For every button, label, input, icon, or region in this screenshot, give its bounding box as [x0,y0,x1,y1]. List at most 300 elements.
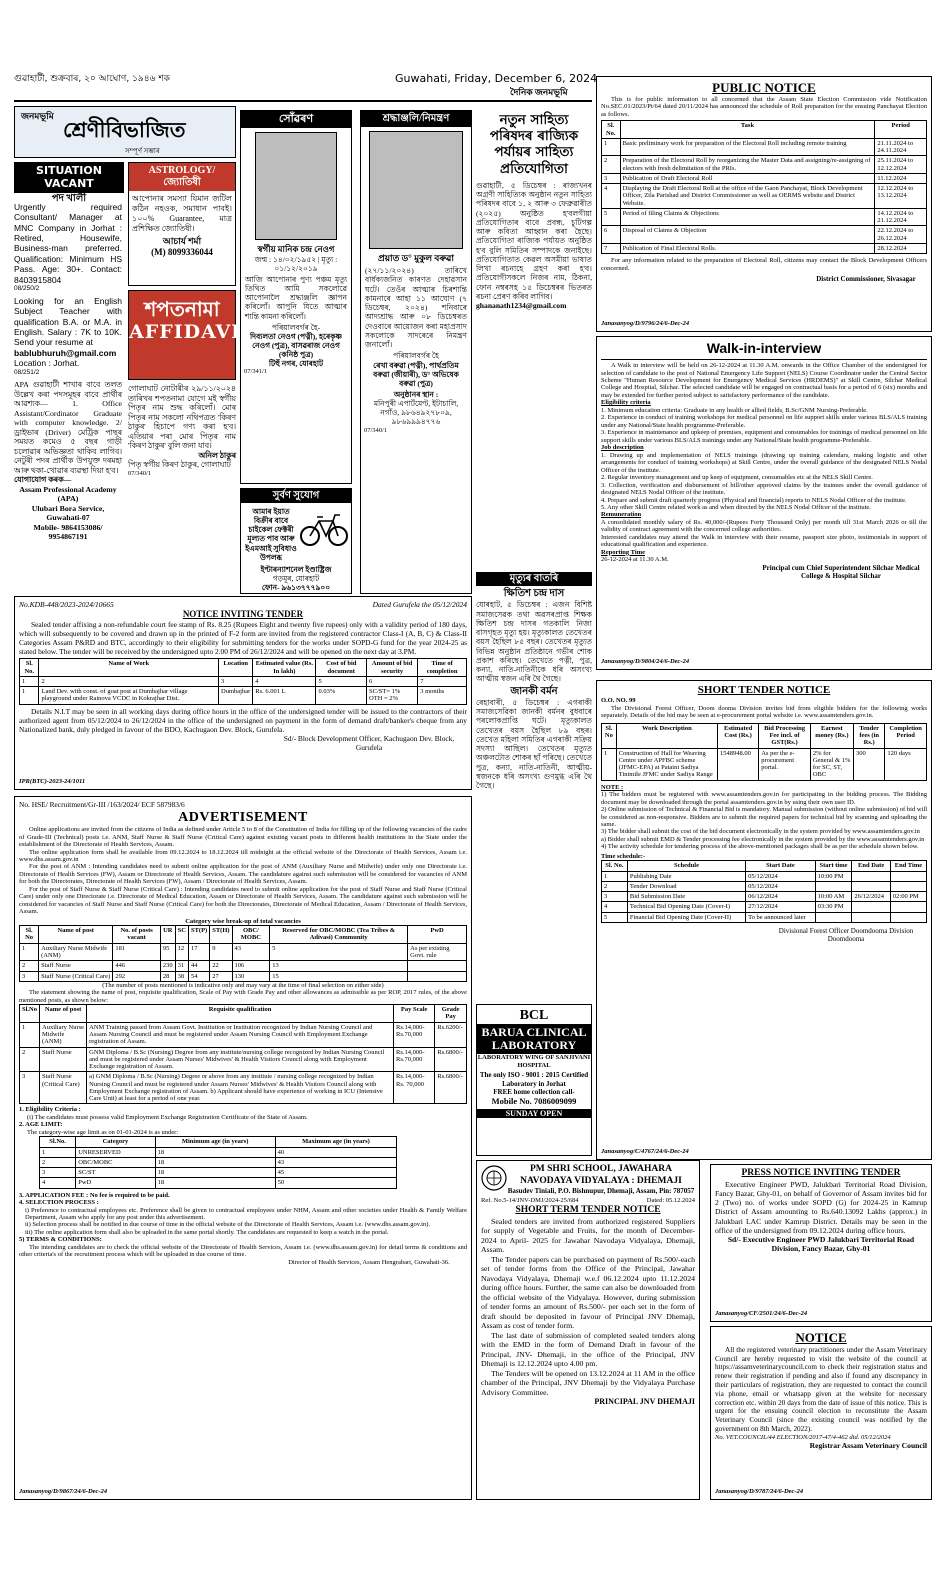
walkin-attend: Interested candidates may attend the Walk in interview with their resume, passport size photo, testimonials in support of educational qualification and experience. [601,533,927,549]
age-row [40,1178,397,1188]
schedule-cell: 02:00 PM [890,892,926,902]
public-notice-cell: 21.11.2024 to 24.11.2024 [875,138,927,156]
astrology-text: আপোনাৰ সমস্যা যিমান জটিল কঠিন নহওক, সমাধান পাবই। ১০০% Guarantee, মাত্ৰ প্ৰশিক্ষিত জ্যোতিষী। [132,194,232,233]
forest-cell: 1 [602,748,617,780]
age-cell: 3 [40,1168,76,1178]
tender-header-cell: Estimated value (Rs. In lakh) [253,659,316,677]
obituary-sowaran [240,110,352,484]
age-cell: UNRESERVED [76,1147,155,1157]
public-notice-row [602,156,927,174]
age-cell: PwD [76,1178,155,1188]
affidavit-en-title: AFFIDAVIT [129,321,257,344]
public-notice-cell: 2 [602,156,621,174]
walkin-job-list [601,452,927,512]
age-row [40,1168,397,1178]
schedule-cell: 1 [602,871,628,881]
vacancy-cell: Staff Nurse [39,961,113,971]
qualification-cell: 3 [20,1072,40,1104]
age-header-cell: Sl.No. [40,1137,76,1147]
forest-note-item: a) Bidder shall submit EMD & Tender processing fee electronically in the system provided by the www.assamtenders.gov.in [601,835,925,843]
tender-cell: 1 [20,687,39,705]
walkin-reporting-time: 26-12-2024 at 11.30 A.M. [601,556,669,564]
public-notice-cell: Publication of Final Electoral Rolls. [620,243,875,253]
vacancy-note: (The number of posts mentioned is indicative only and may vary at the time of final selection on either side) [102,981,384,989]
death-news-name2: জানকী বৰ্মন [510,685,558,697]
schedule-cell [890,912,926,922]
affidavit-title: শপতনামা [144,297,220,321]
public-notice [596,76,932,332]
forest-cell: Construction of Hall for Weaving Centre under APFBC scheme (JFMC-EPA) at Pataini Sadiya Tinimile JFMC under Sadiya Range [616,748,717,780]
public-notice-cell: Period of filing Claims & Objections [620,208,875,226]
death-news-title: মৃত্যুৰ বাতৰি [476,572,592,586]
school-emblem-icon [481,1165,507,1191]
walkin-job-item: 4. Prepare and submit draft quarterly progress (Physical and financial) reports to NELS Nodal Officer of the institute. [601,496,907,504]
bicycle-icon [299,511,349,547]
walkin-code: Janasanyog/D/9804/24/6-Dec-24 [601,658,690,666]
affidavit-address: পিতৃ স্বৰ্গীয় কিৰণ ঠাকুৰ, গোলাঘাট [128,460,231,469]
advert-signature: Director of Health Services, Assam Hengrabari, Guwahati-36. [288,1258,450,1266]
schedule-cell: Tender Download [627,881,745,891]
classified-subtitle: সম্পূৰ্ণ সম্ভাৰ [125,147,160,155]
teacher-ad-text: Looking for an English Subject Teacher with qualification B.A. or M.A. in English. Salary : 7K to 10K. Send your resume at [14,296,122,348]
schedule-header-cell: End Date [852,861,891,871]
schedule-cell [852,871,891,881]
vacancy-cell: 38 [175,971,188,981]
school-title1: PM SHRI SCHOOL, JAWAHARA [530,1164,672,1174]
affidavit-text: গোলাঘাট নোটাৰীৰ ২৯/১১/২০২৪ তাৰিখৰ শপতনামা যোগে মই স্বৰ্গীয় পিতৃৰ নাম শুদ্ধ কৰিলোঁ। মোৰ পিতৃৰ নাম সকলো নথিপত্ৰত 'কিৰণ ঠাকুৰ' হিচাপে গণ্য কৰা হ'ব। এতিয়াৰ পৰা মোৰ পিতৃৰ নাম 'কিৰণ ঠাকুৰ' বুলি জনা যাব। [128,384,236,450]
age-cell: 40 [275,1147,397,1157]
public-notice-row [602,208,927,226]
teacher-ad-code: 08/251/2 [14,368,40,376]
qualification-cell: GNM Diploma / B.Sc (Nursing) Degree from any institute/nursing college recognized by Indian Nursing Council and must be registered under Assam Nurses' Midwives' & Health Visitors Council along with Employment Exchange registration of Assam. [87,1047,394,1072]
qualification-cell: Rs.14,000-Rs.70,000 [394,1022,435,1047]
forest-header-cell: Estimated Cost (Rs.) [718,723,759,748]
qualification-header-cell: Sl.No [20,1005,40,1023]
affidavit-code: 07/340/1 [128,469,152,477]
public-notice-cell: 11.12.2024 [875,173,927,183]
press-notice-code: Janasanyog/CF/2501/24/6-Dec-24 [715,1310,808,1318]
tender-header-cell: Cost of bid document [316,659,367,677]
age-cell: SC/ST [76,1168,155,1178]
cycle-sale-shop: ইণ্টাৰন্যাশনেল ইণ্ডাষ্ট্ৰিজ [260,565,332,574]
obituary2-text: (২৭/১১/২০২৪) তাৰিখে বাৰ্ধক্যজনিত কাৰণত দেহাৱসান ঘটে। তেওঁৰ আত্মাৰ চিৰশান্তি কামনাৰে আহা ১১ আঘোণ (৭ ডিচেম্বৰ, ২০২৪) শনিবাৰে আদ্যশ্ৰাদ্ধ আৰু ০৮ ডিচেম্বৰত দেওবাৰে আয়োজন কৰা মহাপ্ৰসাদ সকলোকে সাদৰেৰে নিমন্ত্ৰণ জনালোঁ। [365,266,467,350]
obituary-nimantran [360,110,472,594]
schedule-cell: 05/12/2024 [746,881,816,891]
forest-tender-title: SHORT TENDER NOTICE [697,684,831,696]
school-ref: Ref. No.5-14/JNV-DMJ/2024-25/684 [481,1197,579,1205]
tender-text: Sealed tender affixing a non-refundable court fee stamp of Rs. 8.25 (Rupees Eight and twenty five rupees) only with a validity period of 180 days, which will subsequently to be covered and drawn up in the printed of F-2 form are invited from the registered contractor Class-I (A, B, C) & Class-II Categories Assam P&RD and BTC, accordingly to their eligibility for submitting tenders for the works under SOPD-G fund for the year 2024-25 as stated below. The tender will be received by the undersigned upto 2.00 PM of 26/12/2024 and will be opened on the next day at 3.PM. [19,620,467,657]
advert-para2: The online application form shall be available from 09.12.2024 to 18.12.2024 till midnight at the official website of the Directorate of Health Services, Assam i.e. www.dhs.assam.gov.in [19,848,467,863]
forest-schedule-table [601,860,927,923]
age-cell: 2 [40,1157,76,1167]
apa-name: Assam Professional Academy (APA) [19,484,117,503]
public-notice-signature: District Commissioner, Sivasagar [816,275,916,284]
terms-text: The intending candidates are to check the official website of the Directorate of Health Services, Assam i.e. (www.dhs.assam.gov.in) for detail terms & conditions and other criteria's of the recruitment process which will be uploaded in due course of time. [19,1243,467,1259]
qualification-header-cell: Name of post [40,1005,87,1023]
vacancy-row [20,971,467,981]
header-date: Guwahati, Friday, December 6, 2024 [395,72,598,85]
schedule-cell: 05/12/2024 [746,871,816,881]
tender-number-cell: 2 [39,676,219,686]
tender-cell: 3 months [418,687,467,705]
situation-vacant-ad [14,202,122,292]
tender-date: Dated Gurufela the 05/12/2024 [372,600,467,609]
qualification-cell: 2 [20,1047,40,1072]
public-notice-cell: 12.12.2024 to 13.12.2024 [875,184,927,209]
qualification-cell: Auxiliary Nurse Midwife (ANM) [40,1022,87,1047]
tender-code: IPR(BTC)-2023-24/1011 [19,778,86,786]
vacancy-cell: 28 [160,971,175,981]
schedule-row [602,892,927,902]
forest-order-number: O.O. NO. 99 [601,697,636,705]
vacancy-header-cell: Sl. No [20,926,39,944]
forest-note-item: 1) The bidders must be registered with www.assamtenders.gov.in for participating in the bidding process. The Bidding document may be downloaded through the portal assamtenders.gov.in by using their own user ID. [601,791,927,806]
press-notice-text: Executive Engineer PWD, Jalukbari Territorial Road Division, Fancy Bazar, Ghy-01, on behalf of Governor of Assam invites bid for 2 (Two) no. of works under SOPD (G) for 2024-25 in Kamrup District of Assam amounting to Rs.640.13092 Lakhs (approx.) in Jalukbari LAC under Kamrup District. Details may be seen in the office of the undersigned from 09.12.2024 during office hours. [715,1179,927,1235]
tender-title: NOTICE INVITING TENDER [182,609,304,620]
vacancy-cell: 17 [188,943,209,961]
tender-footer: Details N.I.T may be seen in all working days during office hours in the office of the undersigned tender will be issued to the contractors of their authorized agent from 05/12/2024 to 26/12/2024 in the office of the undersigned on payment in the form of demand draft/banker's cheque from any Nationalized bank, duly pledged in favour of the BDO, Kachugaon Dev. Block, Gurufela. [19,706,467,734]
public-notice-cell: 4 [602,184,621,209]
apa-address: Ulubari Bora Service, Guwahati-07 [31,503,105,522]
vacancy-cell: 13 [270,961,408,971]
schedule-cell [890,902,926,912]
eligibility-text: (i) The candidates must possess valid Employment Exchange Registration Certificate of the State of Assam. [27,1113,308,1121]
death-news [476,572,592,1002]
header-date-assamese: গুৱাহাটী, শুক্ৰবাৰ, ২০ আঘোণ, ১৯৪৬ শক [14,74,170,84]
walkin-job-item: 2. Regular inventory management and up keep of equipment, consumables etc at the NELS Skill Centre. [601,474,873,482]
veterinary-notice-code: Janasanyog/D/9787/24/6-Dec-24 [715,1488,804,1496]
public-notice-cell: 25.11.2024 to 12.12.2024 [875,156,927,174]
age-cell: OBC/MOBC [76,1157,155,1167]
public-notice-row [602,243,927,253]
bcl-lab-ad [476,1004,592,1156]
qualification-table [19,1004,467,1104]
public-notice-cell: Preparation of the Electoral Roll by reorganizing the Master Data and assigning/re-assigning of electors with fresh delimitation of the PRIs. [620,156,875,174]
vacancy-caption: Category wise break-up of total vacancies [185,917,301,925]
advert-code: Janasanyog/D/9867/24/6-Dec-24 [19,1488,108,1496]
schedule-header-cell: End Time [890,861,926,871]
age-cell: 18 [155,1178,275,1188]
vacancy-row [20,943,467,961]
qualification-row [20,1022,467,1047]
vacancy-header-cell: SC [175,926,188,944]
forest-header-cell: Tender fees (in Rs.) [853,723,884,748]
death-news-name1: ক্ষিতিশ চন্দ্ৰ দাস [503,588,565,600]
public-notice-row [602,138,927,156]
teacher-ad [14,296,122,374]
forest-cell: 2% for General & 1% for SC, ST, OBC [810,748,853,780]
public-notice-cell: 28.12.2024 [875,243,927,253]
literature-title: নতুন সাহিত্য পৰিষদৰ ৰাজ্যিক পৰ্যায়ৰ সাহিত্য প্ৰতিযোগিতা [489,112,579,177]
press-notice [710,1164,932,1322]
vacancy-cell: 106 [232,961,270,971]
veterinary-notice-ref: No. VET.COUNCIL/44 ELECTION/2017-47/4-462 dtd. 05/12/2024 [715,1433,891,1441]
vacancy-header-cell: Reserved for OBC/MOBC (Tea Tribes & Adivasi) Community [270,926,408,944]
age-cell: 18 [155,1147,275,1157]
public-notice-cell: 6 [602,226,621,244]
schedule-cell: 06/12/2024 [746,892,816,902]
walkin-remuneration-title: Remuneration [601,511,642,519]
vacancy-header-cell: PwD [408,926,467,944]
public-notice-row [602,226,927,244]
schedule-cell: Bid Submission Date [627,892,745,902]
public-notice-code: Janasanyog/D/9796/24/6-Dec-24 [601,320,690,328]
qualification-header-cell: Grade Pay [435,1005,467,1023]
public-notice-cell: 7 [602,243,621,253]
vacancy-cell: Staff Nurse (Critical Care) [39,971,113,981]
public-notice-cell: 14.12.2024 to 21.12.2024 [875,208,927,226]
vacancy-header-cell: ST(H) [210,926,232,944]
literature-email[interactable]: ghananath1234@gmail.com [476,301,567,310]
public-notice-cell: 22.12.2024 to 26.12.2024 [875,226,927,244]
vacancy-cell: 3 [20,971,39,981]
walkin-eligibility-title: Eligibility criteria [601,399,651,407]
school-notice-title: SHORT TERM TENDER NOTICE [515,1205,661,1216]
vacancy-header-cell: ST(P) [188,926,209,944]
bcl-logo: BCL [519,1008,549,1023]
public-notice-cell: Displaying the Draft Electoral Roll at the office of the Gaon Panchayat, Block Development Officer, Zila Parishad and District Commissioner as well as OERMS website and District Website. [620,184,875,209]
situation-vacant-title: SITUATION VACANT [14,162,124,193]
vacancy-header-cell: UR [160,926,175,944]
forest-note-item: 4) The activity schedule for tendering process of the above-mentioned packages shall be as per the schedule shown below. [601,843,919,851]
obituary2-family-label: পৰিয়ালবৰ্গৰ হৈ [393,351,439,361]
classified-banner [14,106,236,158]
cycle-sale-ad [240,488,352,594]
qualification-cell: Rs.14,000-Rs.70,000 [394,1047,435,1072]
tender-number-cell: 7 [418,676,467,686]
situation-vacant-header [14,162,124,204]
schedule-cell: Publishing Date [627,871,745,881]
tender-number-cell: 3 [219,676,253,686]
obituary2-name: প্ৰয়াত ড° মুকুল বৰুৱা [377,253,455,264]
qualification-cell: ANM Training passed from Assam Govt. Institution or Institution recognized by Indian Nursing Council and Assam Nursing Council and must be registered under Assam Nursing Council with Employment Exchange registration of Assam. [87,1022,394,1047]
forest-signature: Divisional Forest Officer Doomdooma Division Doomdooma [778,926,914,944]
qualification-cell: Rs.6800/- [435,1047,467,1072]
qualification-cell: Rs.14,000-Rs. 70,000 [394,1072,435,1104]
public-notice-cell: Publication of Draft Electoral Roll [620,173,875,183]
vacancy-cell: 446 [113,961,161,971]
public-notice-intro: This is for public information to all concerned that the Assam State Election Commission vide Notification No.SEC.01/2023/Pt/64 dated 20/11/2024 has announced the schedule of Roll preparation for the ensuing Panchayat Election as follows. [601,95,927,118]
obituary2-address: মনিপুৰী এপাৰ্টমেণ্ট, ইটাচালি, নগাঁও, ৯৮৬৪৯২৭৮০৯, ৯৮৬৯৯৯৪৭৭৬ [373,399,459,427]
vacancy-cell: 54 [188,971,209,981]
astrology-ad [128,162,236,286]
walkin-interview [596,336,932,670]
bcl-sunday-open: SUNDAY OPEN [477,1109,591,1119]
schedule-header-cell: Sl. No. [602,861,628,871]
astrology-title: ASTROLOGY/জ্যোতিষী [129,163,235,191]
walkin-intro: A Walk in interview will be held on 26-12-2024 at 11.30 A.M. onwards in the Office Chamber of the undersigned for selection of candidate to the post of National Emergency Life Support (NELS) Course Coordinator under the Central Sector Scheme "Human Resource Development for Emergency Medical Services (HRDEMS)" at Skill Centre, Silchar Medical College and Hospital, Silchar. The selected candidate will be engaged on contractual basis for a period of 6 (six) months and may be extended for further period subject to satisfactory performance of the candidate. [601,362,927,399]
walkin-signature: Principal cum Chief Superintendent Silchar Medical College & Hospital Silchar [762,563,920,580]
schedule-row [602,881,927,891]
schedule-cell: 5 [602,912,628,922]
vacancy-cell [408,971,467,981]
bcl-subtitle: LABORATORY WING OF SANJIVANI HOSPITAL [477,1054,591,1069]
apa-contact-label: যোগাযোগ কৰক— [14,475,72,484]
vacancy-cell: 181 [113,943,161,961]
vacancy-cell: 130 [232,971,270,981]
age-limit-intro: The category-wise age limit as on 01-01-2024 is as under: [27,1128,179,1136]
qualification-cell: 1 [20,1022,40,1047]
obituary1-code: 07/341/1 [244,368,268,376]
schedule-cell: Technical Bid Opening Date (Cover-I) [627,902,745,912]
advert-title: ADVERTISEMENT [178,810,308,826]
vacancy-cell: 95 [160,943,175,961]
walkin-job-item: 5. Any other Skill Centre related work as and when directed by the NELS Nodal Officer of the institute. [601,503,871,511]
vacancy-table [19,925,467,982]
forest-header-cell: Sl. No [602,723,617,748]
obituary2-photo [369,131,463,249]
tender-number-cell: 6 [367,676,418,686]
age-cell: 43 [275,1157,397,1167]
vacancy-header-cell: OBC/ MOBC [232,926,270,944]
schedule-cell: 03:30 PM [815,902,852,912]
school-title2: NAVODAYA VIDYALAYA : DHEMAJI [520,1175,682,1186]
schedule-cell: 10:00 PM [815,871,852,881]
obituary2-code: 07/340/1 [364,426,388,434]
forest-note-item: 3) The bidder shall submit the cost of the bid document electronically in the system provided by www.assamtenders.gov.in [601,828,920,836]
tender-signature: Sd/- Block Development Officer, Kachugaon Dev. Block, Gurufela [283,733,455,752]
advert-number: No. HSE/ Recruitment/Gr-III /163/2024/ ECF 587983/6 [19,800,185,809]
schedule-cell: 3 [602,892,628,902]
obituary2-title: শ্ৰদ্ধাঞ্জলি/নিমন্ত্ৰণ [361,111,471,127]
qualification-header-cell: Requisite qualification [87,1005,394,1023]
advert-para1: Online applications are invited from the citizens of India as defined under Article 5 to 8 of the Constitution of India for filling up of the following vacancies of the cadre of Grade-III (Technical) posts i.e. ANM, Staff Nurse & Staff Nurse (Critical Care) against existing vacant posts in different health institutions in the State under the establishment of the Directorate of Health Services, Assam. [19,826,467,849]
tender-cell: Land Dev. with const. of goat post at Dumbajhar village playground under Rainova VCDC in Kokrajhar Dist. [39,687,219,705]
terms-title: 5) TERMS & CONDITIONS: [19,1236,102,1244]
apa-mobile: Mobile- 9864153086/ 9954867191 [33,522,103,541]
bcl-free-collection: FREE home collection call- [493,1087,575,1096]
vacancy-cell: 2 [20,961,39,971]
qualification-header-cell: Pay Scale [394,1005,435,1023]
astrology-name: আচাৰ্য শৰ্মা [162,236,202,247]
public-notice-header-cell: Task [620,121,875,139]
vacancy-header-cell: No. of posts vacant [113,926,161,944]
qualification-row [20,1072,467,1104]
veterinary-notice [710,1326,932,1500]
forest-cell: 1548948.00 [718,748,759,780]
schedule-cell: To be announced later [746,912,816,922]
age-row [40,1157,397,1167]
obituary1-family-label: পৰিয়ালবৰ্গৰ হৈ- [271,322,321,332]
age-cell: 45 [275,1168,397,1178]
situation-vacant-subtitle: পদ খালী [51,192,87,204]
qualification-cell: a) GNM Diploma / B.Sc (Nursing) Degree or above from any institute / nursing college recognized by Indian Nursing Council and must be registered under Assam Nurses' Midwives' & Health Visitors Council along with Employment Exchange registration of Assam. b) Applicant should have experience of working in ICU (Intensive Care Unit) at least for a period of one year. [87,1072,394,1104]
tender-notice-kachugaon [14,596,472,790]
tender-cell: Rs. 6.001 L [253,687,316,705]
qualification-cell: Staff Nurse [40,1047,87,1072]
vacancy-cell: 22 [210,961,232,971]
vacancy-cell: 9 [210,943,232,961]
public-notice-row [602,173,927,183]
obituary2-address-label: অনুষ্ঠানৰ স্থান : [393,389,439,399]
selection-title: 4. SELECTION PROCESS : [19,1199,99,1207]
schedule-header-cell: Schedule [627,861,745,871]
school-text4: The Tenders will be opened on 13.12.2024 at 11 AM in the office chamber of the Principal, JNV Dhemaji by the Vidyalaya Purchase Advisory Committee. [481,1368,695,1397]
vacancy-cell: 12 [175,943,188,961]
forest-tender-notice [596,680,932,1160]
public-notice-footer: For any information related to the preparation of Electoral Roll, citizens may contact the Block Development Officers concerned. [601,257,927,272]
tender-header-cell: Amount of bid security [367,659,418,677]
bcl-name: BARUA CLINICAL LABORATORY [477,1024,591,1054]
walkin-eligibility-item: 3. Experience in maintenance and upkeep of premises, equipment and consumables for trainings of medical personnel on life support skills under various BLS/ALS trainings under any National/State health programme-Preferable. [601,429,927,444]
school-text3: The last date of submission of completed sealed tenders along with the EMD in the form of Demand Draft in favour of the Principal, JNV- Dhemaji, in the office of the Principal, JNV Dhemaji is 12.12.2024 upto 4.00 pm. [481,1330,695,1369]
school-text1: Sealed tenders are invited from authorized registered Suppliers for supply of Vegetable and Fruits, for the month of December- 2024 to April- 2025 for Jawahar Navodaya Vidyalaya, Dhemaji, Assam. [481,1216,695,1255]
forest-cell: 300 [853,748,884,780]
age-limit-table [39,1136,397,1188]
forest-cell: As per the e-procurement portal. [759,748,811,780]
tender-number-cell: 4 [253,676,316,686]
public-notice-row [602,184,927,209]
obituary1-photo [255,132,337,240]
cycle-sale-text: আমাৰ ইয়াত বিক্ৰীৰ বাবে চাইকেল ফেক্টৰী মূল্যত পাব আৰু ইএমআই সুবিধাও উপলব্ধ [245,507,297,562]
public-notice-cell: 5 [602,208,621,226]
press-notice-title: PRESS NOTICE INVITING TENDER [741,1168,901,1178]
veterinary-notice-title: NOTICE [795,1330,847,1345]
vacancy-cell: 27 [210,971,232,981]
walkin-eligibility-item: 2. Experience in conduct of training workshops for medical personnel on life support skills under various BLS/ALS training under any National/State health programme-Preferable. [601,414,927,429]
vacancy-cell: Auxiliary Nurse Midwife (ANM) [39,943,113,961]
forest-code: Janasanyog/C/4767/24/6-Dec-24 [601,1148,689,1156]
vacancy-cell: 230 [160,961,175,971]
tender-header-cell: Time of completion [418,659,467,677]
apa-ad [14,380,122,588]
age-cell: 50 [275,1178,397,1188]
forest-note-title: NOTE : [601,783,624,791]
public-notice-cell: 3 [602,173,621,183]
vacancy-row [20,961,467,971]
schedule-cell: 26/12/2024 [852,892,891,902]
age-header-cell: Minimum age (in years) [155,1137,275,1147]
qualification-cell: Staff Nurse (Critical Care) [40,1072,87,1104]
literature-news [476,112,592,560]
schedule-cell: 27/12/2024 [746,902,816,912]
forest-header-cell: Work Description [616,723,717,748]
forest-tender-intro: The Divisional Forest Officer, Doom dooma Division invites bid from eligible bidders for the following works separately. Details of the bid may be seen at e-procurement portal website i.e. www.assamtenders.gov.in. [601,704,927,720]
teacher-ad-location: Location : Jorhat. [14,358,80,369]
walkin-job-item: 1. Drawing up and implementation of NELS trainings (drawing up training calendars, making logistic and other arrangements for conduct of training workshops) at Skill Centre, under the overall guidance of the designated NELS Nodal Officer of the institute. [601,451,927,474]
schedule-header-cell: Start time [815,861,852,871]
schedule-cell [852,902,891,912]
obituary1-dates: জন্ম : ১৪/০২/১৯৫২ | মৃত্যু : ০১/১২/২০১৯ [254,254,338,273]
application-fee: 3. APPLICATION FEE : No fee is required to be paid. [19,1191,170,1199]
situation-vacant-code: 08/250/2 [14,284,40,292]
tender-header-cell: Sl. No. [20,659,39,677]
classified-brand: জনমভূমি [21,111,54,121]
vacancy-cell: 292 [113,971,161,981]
age-limit-title: 2. AGE LIMIT: [19,1121,63,1129]
cycle-sale-address: গড়মূৰ, যোৰহাট [272,574,320,583]
school-address: Basudev Tiniali, P.O. Bishnupur, Dhemaji, Assam, Pin: 787057 [507,1187,695,1196]
walkin-job-item: 3. Collection, verification and disbursement of bill/other approved claims by the trainees under the overall guidance of designated NELS Nodal Officer of the institute. [601,481,927,497]
teacher-ad-email[interactable]: bablubhuruh@gmail.com [14,347,117,358]
forest-header-cell: Earnest money (Rs.) [810,723,853,748]
school-tender-notice [476,1160,700,1500]
vacancy-cell: 44 [188,961,209,971]
vacancy-cell: 31 [175,961,188,971]
obituary1-place: টিহুঁ নগৰ, যোৰহাট [268,359,324,369]
forest-cell: 120 days [885,748,927,780]
age-header-cell: Maximum age (in years) [275,1137,397,1147]
public-notice-cell: Basic preliminary work for preparation of the Electoral Roll including remote training [620,138,875,156]
cycle-sale-title: সুৰ্বণ সুযোগ [241,489,351,503]
age-row [40,1147,397,1157]
eligibility-title: 1. Eligibility Criteria : [19,1106,81,1114]
cycle-sale-phone: ফোন- ৯৬১৩৭৭৭৯০০ [261,583,331,592]
tender-cell: SC/ST= 1% OTH = 2% [367,687,418,705]
age-cell: 4 [40,1178,76,1188]
selection-item: iii) The online application form shall also be uploaded in the same portal shortly. The candidates are requested to keep a watch in the portal. [25,1228,389,1236]
advert-para4: For the post of Staff Nurse & Staff Nurse (Critical Care) : Intending candidates need to submit online application for the post of Staff Nurse and Staff Nurse (Critical Care) under only one Directorate i.e. Directorate of Medical Education, Assam or Directorate of Health Services, Assam. The candidature against such submission will be considered for vacancies of Staff Nurse and Staff Nurse (Critical Care) for both the Directorates, Directorate of Medical Education, Assam / Directorate of Health Services, Assam. [19,885,467,916]
